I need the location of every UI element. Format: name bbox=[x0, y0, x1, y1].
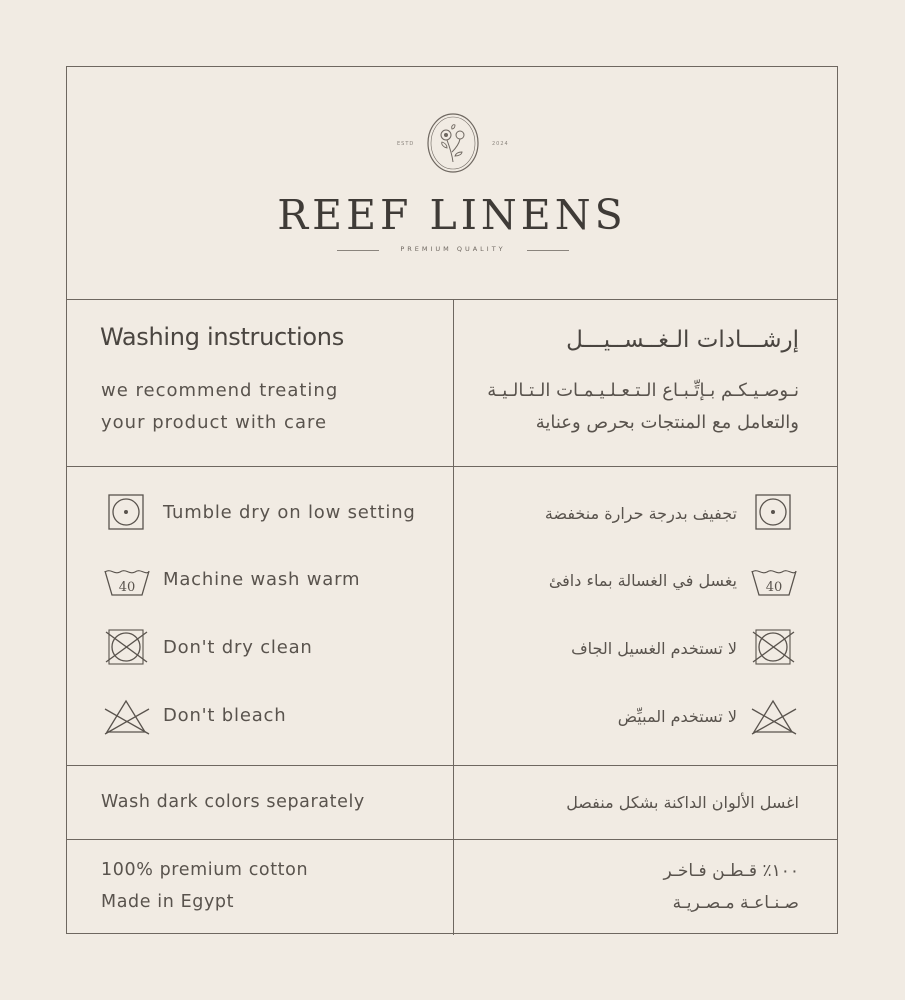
care-label-ar: لا تستخدم الغسيل الجاف bbox=[571, 639, 737, 658]
care-label-ar: لا تستخدم المبيِّض bbox=[617, 707, 737, 726]
washing-title-en: Washing instructions bbox=[100, 323, 344, 351]
no-dry-clean-icon bbox=[750, 629, 798, 665]
care-label-ar: يغسل في الغسالة بماء دافئ bbox=[548, 571, 737, 590]
brand-header bbox=[67, 67, 837, 300]
tagline-divider-left bbox=[337, 250, 379, 251]
floral-emblem-icon bbox=[426, 112, 480, 174]
machine-wash-40-icon bbox=[103, 563, 151, 599]
material-line-1-ar: ١٠٠٪ قـطـن فـاخـر bbox=[663, 861, 799, 881]
tumble-dry-low-icon bbox=[750, 494, 798, 530]
material-line-2-ar: صـنـاعـة مـصـريـة bbox=[672, 893, 799, 913]
estd-label: ESTD bbox=[397, 141, 415, 147]
intro-line-1-en: we recommend treating bbox=[101, 380, 339, 401]
care-label-en: Don't dry clean bbox=[163, 637, 313, 658]
intro-line-2-ar: والتعامل مع المنتجات بحرص وعناية bbox=[535, 412, 799, 433]
intro-line-2-en: your product with care bbox=[101, 412, 328, 433]
wash-temperature: 40 bbox=[118, 580, 136, 595]
dark-colors-ar: اغسل الألوان الداكنة بشكل منفصل bbox=[566, 793, 799, 812]
care-label-card bbox=[66, 66, 838, 934]
tumble-dry-low-icon bbox=[103, 494, 151, 530]
no-bleach-icon bbox=[103, 699, 151, 735]
divider-intro bbox=[67, 466, 837, 467]
divider-dark bbox=[67, 839, 837, 840]
estd-year: 2024 bbox=[492, 141, 509, 147]
intro-line-1-ar: نـوصـيـكـم بـإتِّـبـاع الـتـعـلـيـمـات الـتـالـيـة bbox=[487, 380, 799, 401]
brand-name: REEF LINENS bbox=[277, 191, 627, 239]
no-bleach-icon bbox=[750, 699, 798, 735]
dark-colors-en: Wash dark colors separately bbox=[101, 792, 365, 812]
divider-vertical bbox=[453, 299, 454, 935]
no-dry-clean-icon bbox=[103, 629, 151, 665]
wash-temperature: 40 bbox=[765, 580, 783, 595]
tagline-divider-right bbox=[527, 250, 569, 251]
material-line-2-en: Made in Egypt bbox=[101, 892, 235, 912]
material-line-1-en: 100% premium cotton bbox=[101, 860, 309, 880]
care-label-en: Don't bleach bbox=[163, 705, 287, 726]
divider-care bbox=[67, 765, 837, 766]
care-label-ar: تجفيف بدرجة حرارة منخفضة bbox=[544, 504, 737, 523]
care-label-en: Tumble dry on low setting bbox=[163, 502, 416, 523]
tagline: PREMIUM QUALITY bbox=[400, 245, 506, 253]
tagline-row bbox=[337, 243, 569, 257]
care-label-en: Machine wash warm bbox=[163, 569, 361, 590]
divider-header bbox=[67, 299, 837, 300]
machine-wash-40-icon bbox=[750, 563, 798, 599]
washing-title-ar: إرشـــادات الـغــســيـــل bbox=[566, 327, 799, 353]
